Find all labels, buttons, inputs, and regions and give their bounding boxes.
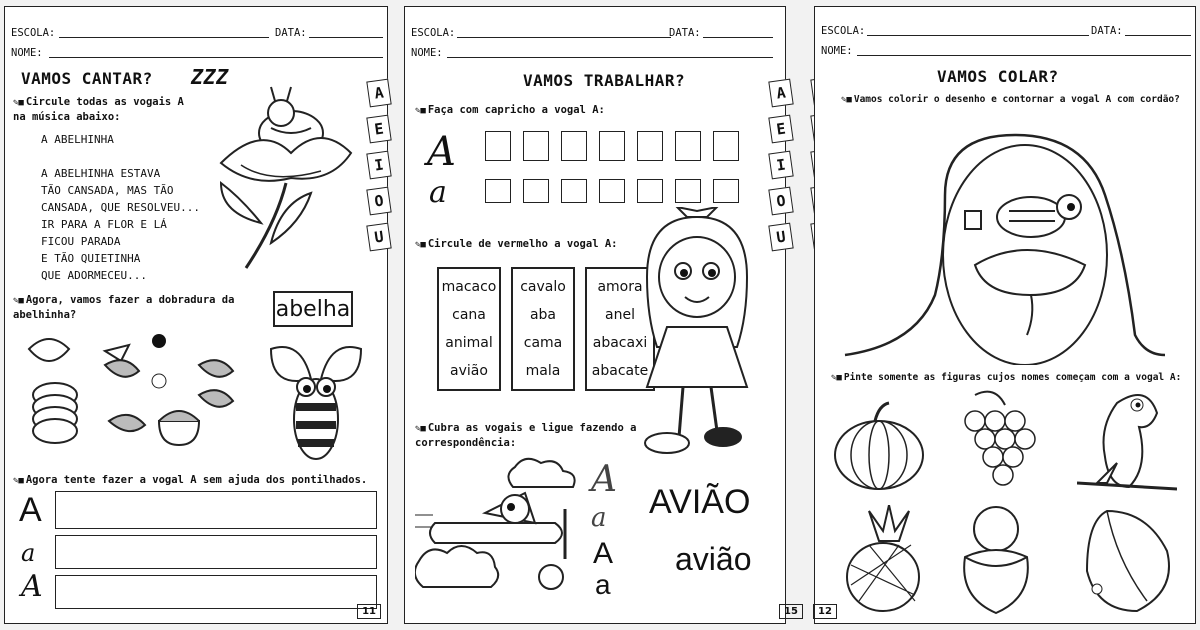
poem-line: TÃO CANSADA, MAS TÃO <box>41 184 174 197</box>
data-label: DATA: <box>275 27 307 39</box>
grapes-illustration[interactable] <box>945 385 1045 495</box>
data-line <box>1125 35 1191 36</box>
print-upper-a: A <box>593 537 614 570</box>
trace-letter-cursive-lower: a <box>21 539 36 567</box>
word-aviao-upper[interactable]: AVIÃO <box>649 483 751 521</box>
practice-box[interactable] <box>599 131 625 161</box>
practice-box[interactable] <box>675 179 701 203</box>
word[interactable]: cavalo <box>520 279 566 295</box>
vowel-i: I <box>768 151 793 180</box>
word[interactable]: avião <box>450 363 488 379</box>
vowel-a: A <box>366 79 391 108</box>
pencil-icon: ✎■ <box>841 95 852 105</box>
vowel-e: E <box>768 115 793 144</box>
cursive-a-upper: A <box>427 129 456 175</box>
pencil-icon: ✎■ <box>13 476 24 486</box>
poem-line: E TÃO QUIETINHA <box>41 252 141 265</box>
worksheet-page-15 <box>404 6 798 624</box>
pencil-icon: ✎■ <box>13 98 24 108</box>
vowel-a: A <box>768 79 793 108</box>
practice-box[interactable] <box>523 179 549 203</box>
vowel-o: O <box>768 187 793 216</box>
poem-line: CANSADA, QUE RESOLVEU... <box>41 201 200 214</box>
writing-row-3[interactable] <box>55 575 377 609</box>
page-title: VAMOS TRABALHAR? <box>523 71 686 90</box>
practice-box[interactable] <box>637 179 663 203</box>
nome-label: NOME: <box>11 47 43 59</box>
escola-label: ESCOLA: <box>411 27 456 39</box>
nome-line <box>857 55 1191 56</box>
nome-label: NOME: <box>411 47 443 59</box>
practice-box[interactable] <box>523 131 549 161</box>
vowel-e: E <box>366 115 391 144</box>
vowel-u: U <box>768 223 793 252</box>
pumpkin-illustration[interactable] <box>829 395 929 495</box>
word[interactable]: amora <box>597 279 643 295</box>
practice-box[interactable] <box>675 131 701 161</box>
airplane-illustration <box>415 453 585 603</box>
big-letter-a-with-bee <box>835 115 1175 365</box>
poem-text <box>41 165 200 284</box>
pencil-icon: ✎■ <box>13 296 24 306</box>
instruction-2: ✎■ Agora, vamos fazer a dobradura da abelhinha? <box>13 294 235 321</box>
instruction-1: ✎■ Faça com capricho a vogal A: <box>415 104 605 116</box>
instruction-3: ✎■ Agora tente fazer a vogal A sem ajuda dos pontilhados. <box>13 474 368 486</box>
vowel-o: O <box>366 187 391 216</box>
escola-line <box>59 37 269 38</box>
poem-line: QUE ADORMECEU... <box>41 269 147 282</box>
pineapple-illustration[interactable] <box>829 505 939 615</box>
page-number: 12 <box>813 604 837 619</box>
escola-label: ESCOLA: <box>11 27 56 39</box>
practice-box[interactable] <box>561 131 587 161</box>
practice-box[interactable] <box>637 131 663 161</box>
worksheet-page-11 <box>4 6 388 624</box>
data-label: DATA: <box>1091 25 1123 37</box>
instruction-3: ✎■ Cubra as vogais e ligue fazendo a correspondência: <box>415 422 637 449</box>
word-column-1 <box>437 267 501 391</box>
acorn-illustration[interactable] <box>951 503 1041 619</box>
poem-line: A ABELHINHA ESTAVA <box>41 167 161 180</box>
data-label: DATA: <box>669 27 701 39</box>
writing-row-2[interactable] <box>55 535 377 569</box>
cursive-a-lower: a <box>429 175 447 210</box>
nome-label: NOME: <box>821 45 853 57</box>
poem-line: IR PARA A FLOR E LÁ <box>41 218 167 231</box>
practice-box[interactable] <box>485 179 511 203</box>
pencil-icon: ✎■ <box>415 424 426 434</box>
trace-letter-upper: A <box>19 491 42 529</box>
page-title: VAMOS CANTAR? <box>21 69 153 88</box>
escola-line <box>457 37 671 38</box>
bee-on-flower-illustration <box>201 73 361 273</box>
vowel-i: I <box>366 151 391 180</box>
escola-label: ESCOLA: <box>821 25 866 37</box>
word[interactable]: abacaxi <box>592 335 648 351</box>
vowel-u: U <box>366 223 391 252</box>
girl-illustration <box>627 207 755 463</box>
word[interactable]: mala <box>525 363 561 379</box>
page-number: 15 <box>779 604 803 619</box>
page-title: VAMOS COLAR? <box>937 67 1059 86</box>
nome-line <box>447 57 773 58</box>
parrot-illustration[interactable] <box>1077 383 1177 503</box>
sleep-zzz: ZZZ <box>191 65 229 89</box>
dotted-cursive-lower: a <box>591 503 607 533</box>
instruction-2: ✎■ Pinte somente as figuras cujos nomes começam com a vogal A: <box>831 372 1182 383</box>
data-line <box>703 37 773 38</box>
instruction-1: ✎■ Vamos colorir o desenho e contornar a vogal A com cordão? <box>841 94 1180 105</box>
dotted-cursive-upper: A <box>591 459 617 500</box>
nome-line <box>49 57 383 58</box>
word-column-2 <box>511 267 575 391</box>
origami-folding-steps <box>19 325 269 465</box>
practice-box[interactable] <box>561 179 587 203</box>
word[interactable]: animal <box>445 335 493 351</box>
word[interactable]: abacate <box>591 363 649 379</box>
escola-line <box>867 35 1089 36</box>
page-number: 11 <box>357 604 381 619</box>
vowel-strip-1 <box>368 80 390 260</box>
writing-row-1[interactable] <box>55 491 377 529</box>
instruction-1: ✎■ Circule todas as vogais A na música abaixo: <box>13 96 184 123</box>
word[interactable]: anel <box>605 307 635 323</box>
practice-box[interactable] <box>599 179 625 203</box>
word[interactable]: aba <box>529 307 557 323</box>
practice-box[interactable] <box>713 131 739 161</box>
word[interactable]: macaco <box>441 279 497 295</box>
word[interactable]: cama <box>523 335 563 351</box>
word-aviao-lower[interactable]: avião <box>675 541 752 577</box>
folded-bee-illustration <box>261 329 371 469</box>
mango-illustration[interactable] <box>1077 501 1177 617</box>
practice-box[interactable] <box>713 179 739 203</box>
data-line <box>309 37 383 38</box>
pencil-icon: ✎■ <box>415 106 426 116</box>
poem-line: FICOU PARADA <box>41 235 121 248</box>
instruction-2: ✎■ Circule de vermelho a vogal A: <box>415 238 618 250</box>
trace-letter-cursive-upper: A <box>21 569 43 604</box>
practice-box[interactable] <box>485 131 511 161</box>
poem-title: A ABELHINHA <box>41 133 114 146</box>
vowel-strip-2 <box>770 80 792 260</box>
worksheet-page-12 <box>814 6 1196 624</box>
pencil-icon: ✎■ <box>831 373 842 383</box>
pencil-icon: ✎■ <box>415 240 426 250</box>
print-lower-a: a <box>595 569 611 600</box>
word-abelha-box: abelha <box>273 291 353 327</box>
word[interactable]: cana <box>452 307 486 323</box>
